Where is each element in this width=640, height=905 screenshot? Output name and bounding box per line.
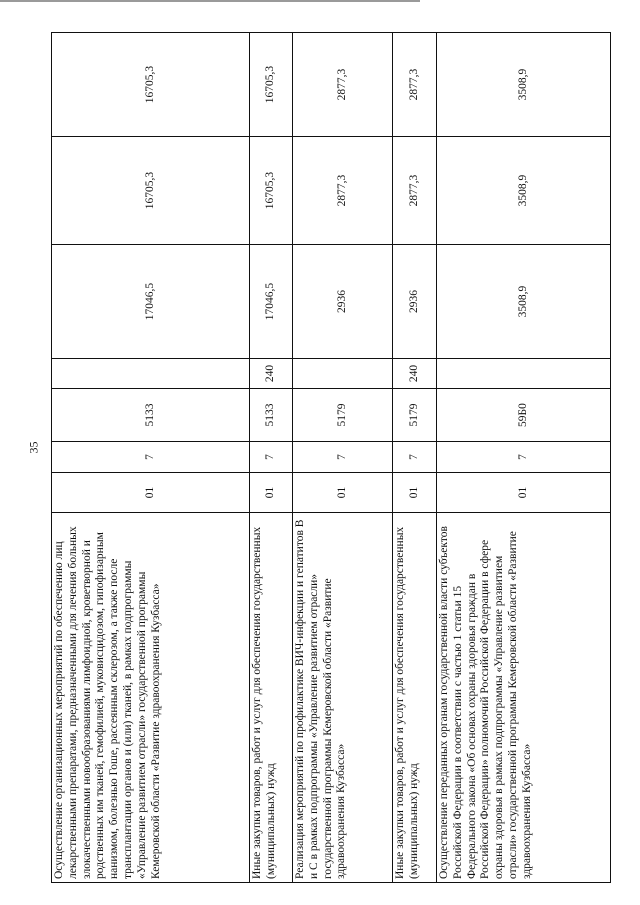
table-row xyxy=(250,33,293,883)
row-description: Осуществление организационных мероприятий по обеспечению лиц лекарственными препаратами, предназначенными для лечения больных злокачественными новообразованиями лимфоидной, кроветворной и родственных им тканей, гемофилией, муковисцидозом, гипофизарным нанизмом, болезнью Гоше, рассеянным склерозом, а также после трансплантации органов и (или) тканей, в рамках подпрограммы «Управление развитием отрасли» государственной программы Кемеровской области «Развитие здравоохранения Кузбасса» xyxy=(52,513,250,883)
cell-code-3: 5133 xyxy=(250,389,293,442)
row-description: Реализация мероприятий по профилактике ВИЧ-инфекции и гепатитов B и C в рамках подпрограммы «Управление развитием отрасли» государственной программы Кемеровской области «Развитие здравоохранения Кузбасса» xyxy=(293,513,393,883)
cell-code-1: 01 xyxy=(293,473,393,513)
cell-code-2: 7 xyxy=(293,442,393,473)
cell-code-2: 7 xyxy=(437,442,611,473)
cell-value-2: 16705,3 xyxy=(52,137,250,245)
cell-value-1: 2936 xyxy=(293,245,393,359)
cell-value-1: 2936 xyxy=(393,245,437,359)
cell-value-1: 3508,9 xyxy=(437,245,611,359)
cell-value-1: 17046,5 xyxy=(52,245,250,359)
cell-code-1: 01 xyxy=(437,473,611,513)
cell-code-3: 5179 xyxy=(293,389,393,442)
cell-code-3: 5179 xyxy=(393,389,437,442)
top-rule xyxy=(0,0,420,2)
cell-value-2: 2877,3 xyxy=(293,137,393,245)
cell-code-2: 7 xyxy=(52,442,250,473)
cell-value-3: 3508,9 xyxy=(437,33,611,137)
cell-code-4 xyxy=(52,359,250,389)
budget-table xyxy=(51,32,611,883)
cell-code-3: 5133 xyxy=(52,389,250,442)
table-row xyxy=(293,33,393,883)
cell-code-2: 7 xyxy=(250,442,293,473)
table-row xyxy=(52,33,250,883)
cell-code-1: 01 xyxy=(393,473,437,513)
cell-code-4 xyxy=(437,359,611,389)
cell-value-3: 16705,3 xyxy=(52,33,250,137)
cell-code-3: 59Б0 xyxy=(437,389,611,442)
cell-value-3: 16705,3 xyxy=(250,33,293,137)
cell-value-3: 2877,3 xyxy=(293,33,393,137)
cell-value-3: 2877,3 xyxy=(393,33,437,137)
cell-code-4: 240 xyxy=(393,359,437,389)
row-description: Иные закупки товаров, работ и услуг для обеспечения государственных (муниципальных) нужд xyxy=(393,513,437,883)
cell-code-1: 01 xyxy=(250,473,293,513)
cell-value-1: 17046,5 xyxy=(250,245,293,359)
cell-value-2: 2877,3 xyxy=(393,137,437,245)
row-description: Осуществление переданных органам государственной власти субъектов Российской Федерации в соответствии с частью 1 статьи 15 Федерального закона «Об основах охраны здоровья граждан в Российской Федерации» полномочий Российской Федерации в сфере охраны здоровья в рамках подпрограммы «Управление развитием отрасли» государственной программы Кемеровской области «Развитие здравоохранения Кузбасса» xyxy=(437,513,611,883)
cell-code-2: 7 xyxy=(393,442,437,473)
table-row xyxy=(437,33,611,883)
cell-value-2: 16705,3 xyxy=(250,137,293,245)
page-number: 35 xyxy=(26,441,41,454)
cell-code-4: 240 xyxy=(250,359,293,389)
rotated-table-wrapper xyxy=(51,33,610,883)
cell-code-4 xyxy=(293,359,393,389)
cell-code-1: 01 xyxy=(52,473,250,513)
table-row xyxy=(393,33,437,883)
row-description: Иные закупки товаров, работ и услуг для обеспечения государственных (муниципальных) нужд xyxy=(250,513,293,883)
cell-value-2: 3508,9 xyxy=(437,137,611,245)
